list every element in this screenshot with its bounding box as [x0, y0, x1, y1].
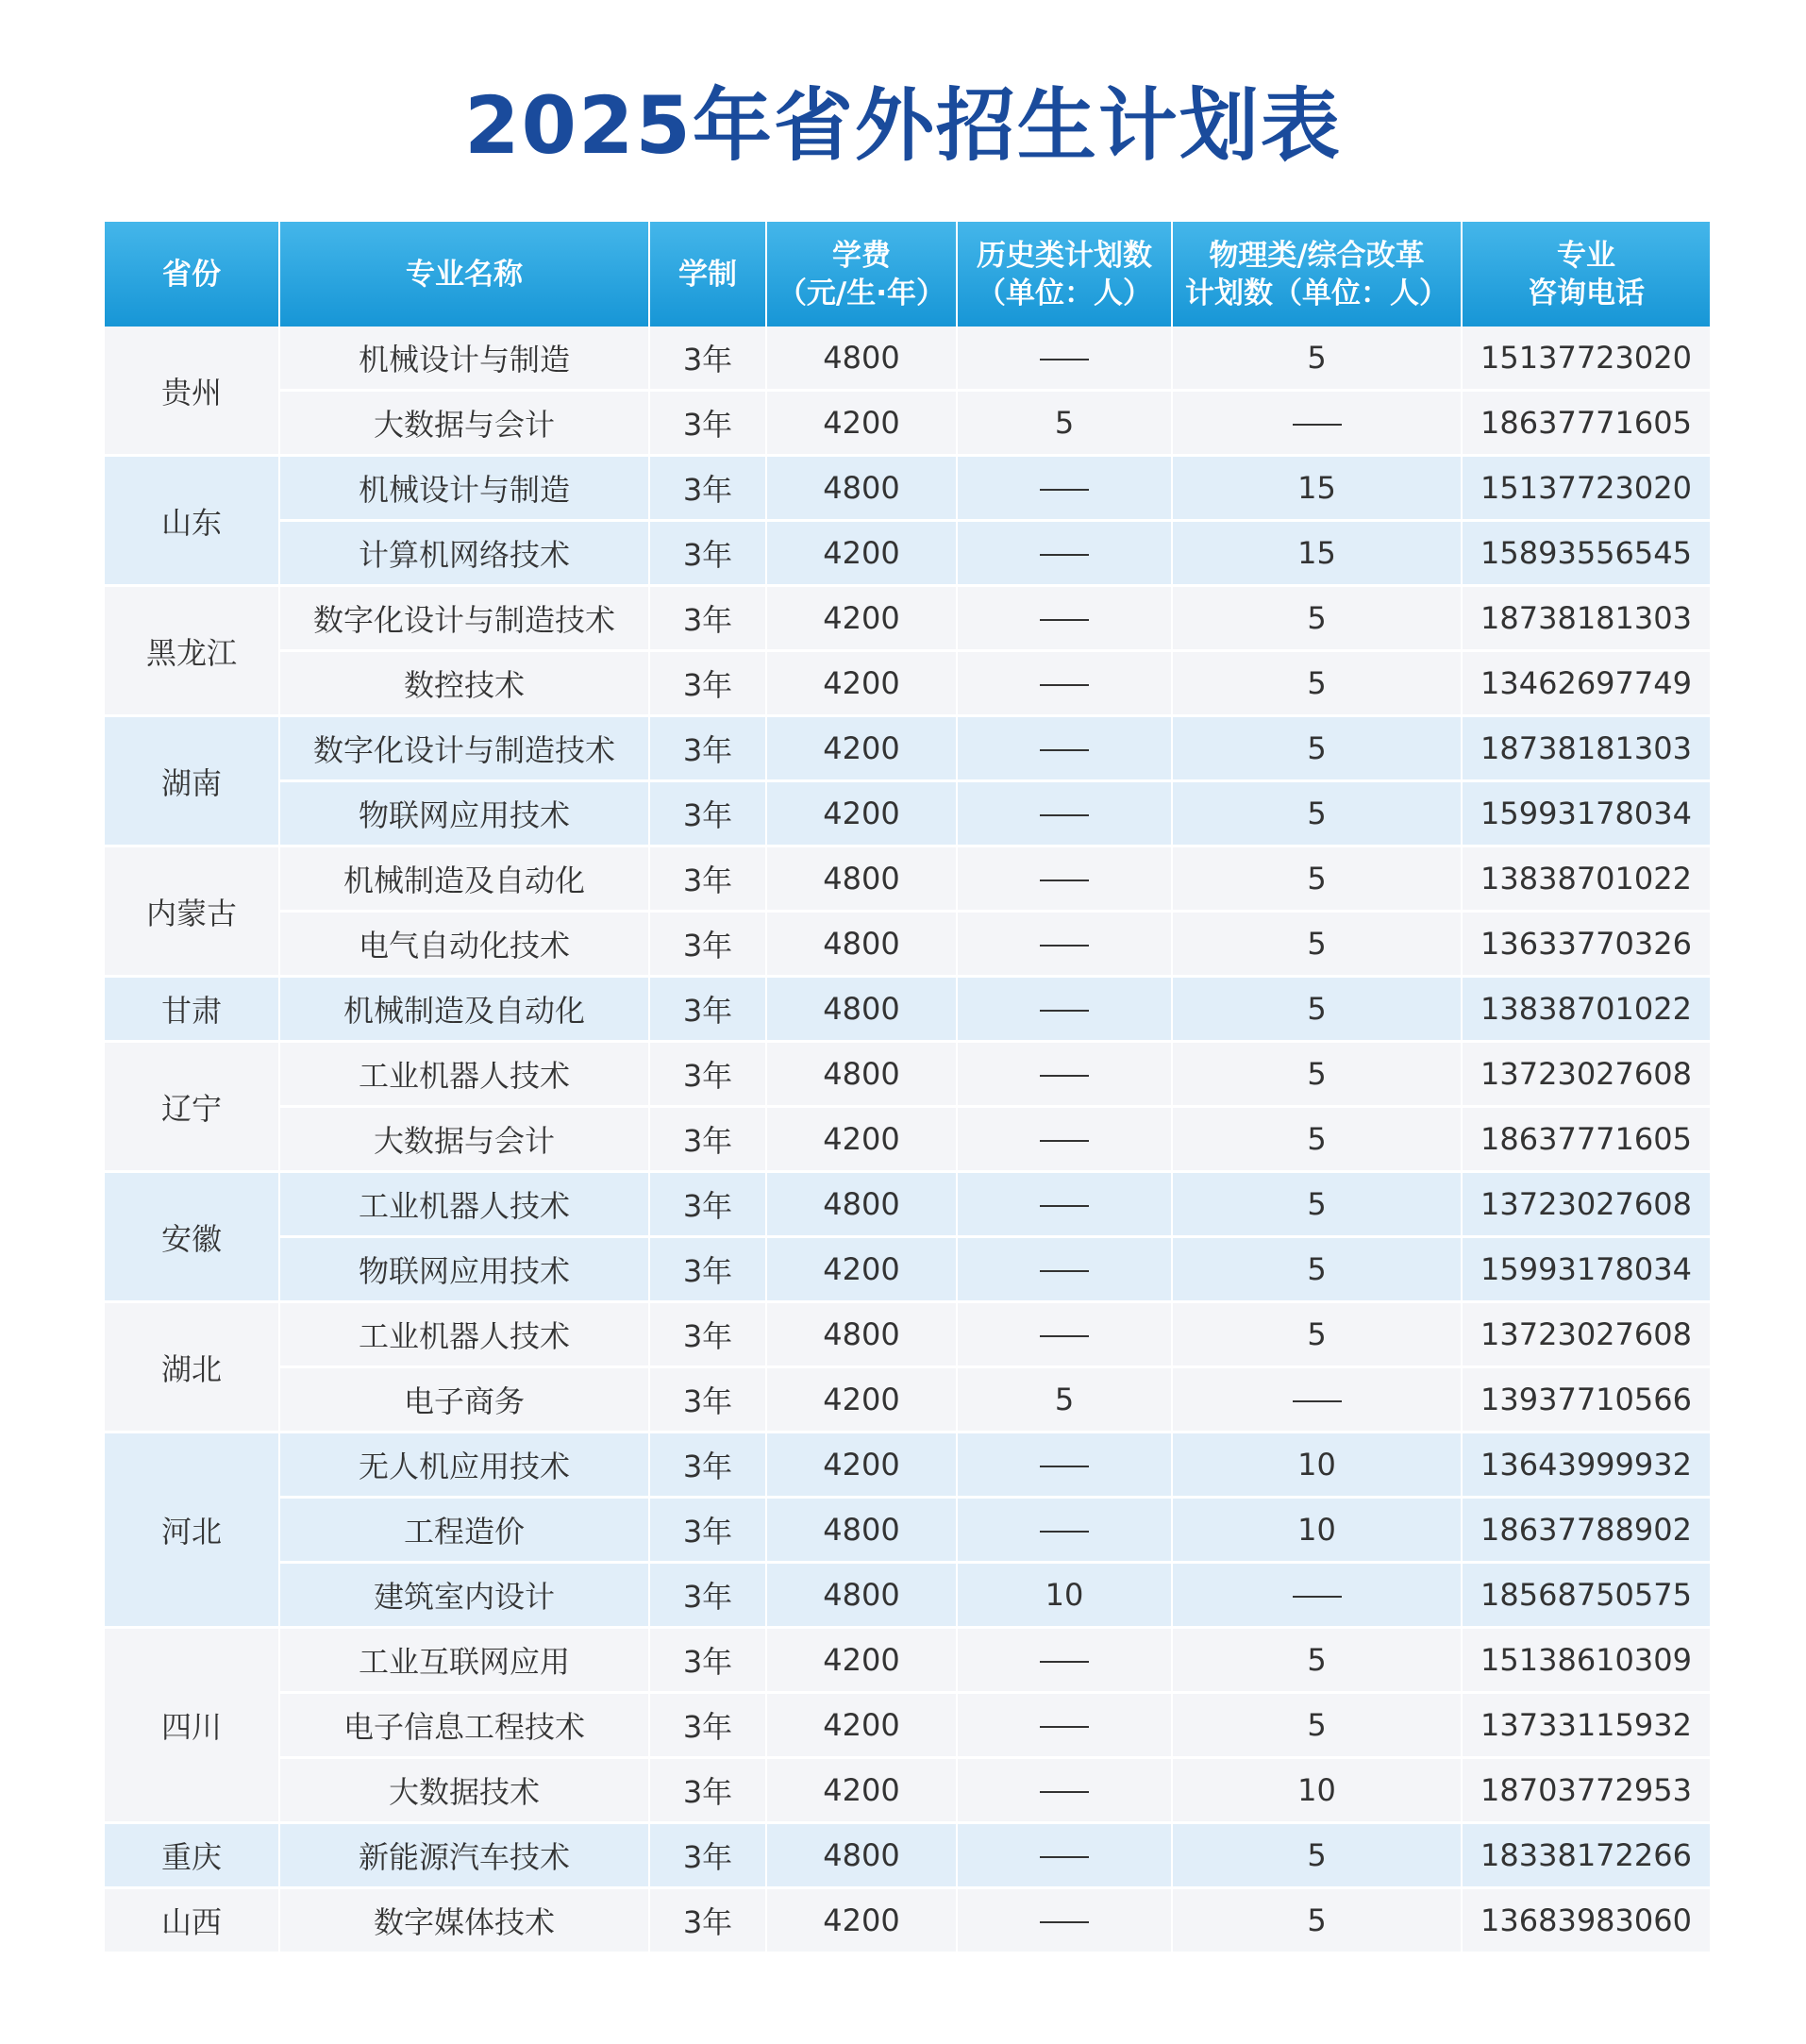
physics-plan-cell: 5 — [1172, 912, 1462, 977]
fee-cell: 4200 — [766, 1432, 957, 1498]
empty-dash — [1040, 359, 1089, 360]
physics-plan-cell: 5 — [1172, 716, 1462, 781]
empty-dash — [1040, 1531, 1089, 1533]
physics-plan-cell: 5 — [1172, 1693, 1462, 1758]
duration-cell: 3年 — [649, 1888, 766, 1953]
duration-cell: 3年 — [649, 1498, 766, 1563]
major-cell: 电子信息工程技术 — [279, 1693, 649, 1758]
fee-cell: 4200 — [766, 1628, 957, 1693]
fee-cell: 4800 — [766, 456, 957, 521]
major-cell: 建筑室内设计 — [279, 1563, 649, 1628]
duration-cell: 3年 — [649, 651, 766, 716]
phone-cell: 15993178034 — [1462, 1237, 1710, 1302]
major-cell: 工业机器人技术 — [279, 1302, 649, 1367]
table-row — [105, 1432, 1710, 1498]
major-cell: 大数据技术 — [279, 1758, 649, 1823]
enrollment-plan-table — [105, 222, 1710, 1954]
empty-dash — [1040, 1010, 1089, 1012]
empty-dash — [1293, 1400, 1342, 1402]
fee-cell: 4200 — [766, 1758, 957, 1823]
header-physics-line2: 计划数（单位：人） — [1185, 276, 1448, 310]
duration-cell: 3年 — [649, 327, 766, 391]
empty-dash — [1040, 1466, 1089, 1467]
header-physics-line1: 物理类/综合改革 — [1209, 238, 1425, 273]
empty-dash — [1293, 1596, 1342, 1598]
table-row — [105, 1823, 1710, 1888]
fee-cell: 4200 — [766, 716, 957, 781]
header-province: 省份 — [105, 222, 279, 327]
history-plan-cell — [957, 1172, 1172, 1237]
history-plan-cell — [957, 846, 1172, 912]
empty-dash — [1040, 1726, 1089, 1728]
history-plan-cell — [957, 1432, 1172, 1498]
empty-dash — [1040, 1075, 1089, 1077]
duration-cell: 3年 — [649, 846, 766, 912]
physics-plan-cell: 10 — [1172, 1758, 1462, 1823]
fee-cell: 4800 — [766, 846, 957, 912]
fee-cell: 4800 — [766, 1302, 957, 1367]
major-cell: 大数据与会计 — [279, 391, 649, 456]
duration-cell: 3年 — [649, 521, 766, 586]
province-cell: 山西 — [105, 1888, 279, 1953]
history-plan-cell — [957, 1693, 1172, 1758]
empty-dash — [1040, 814, 1089, 816]
table-row — [105, 586, 1710, 651]
fee-cell: 4800 — [766, 977, 957, 1042]
table-row — [105, 781, 1710, 846]
physics-plan-cell — [1172, 391, 1462, 456]
duration-cell: 3年 — [649, 1628, 766, 1693]
phone-cell: 13723027608 — [1462, 1302, 1710, 1367]
table-row — [105, 1302, 1710, 1367]
table-row — [105, 1107, 1710, 1172]
fee-cell: 4800 — [766, 1172, 957, 1237]
phone-cell: 15993178034 — [1462, 781, 1710, 846]
empty-dash — [1040, 1791, 1089, 1793]
table-row — [105, 1172, 1710, 1237]
empty-dash — [1040, 1856, 1089, 1858]
table-row — [105, 327, 1710, 391]
phone-cell: 13462697749 — [1462, 651, 1710, 716]
duration-cell: 3年 — [649, 716, 766, 781]
fee-cell: 4200 — [766, 1367, 957, 1432]
duration-cell: 3年 — [649, 586, 766, 651]
physics-plan-cell: 5 — [1172, 1628, 1462, 1693]
history-plan-cell — [957, 1888, 1172, 1953]
header-duration: 学制 — [649, 222, 766, 327]
phone-cell: 18703772953 — [1462, 1758, 1710, 1823]
phone-cell: 13723027608 — [1462, 1172, 1710, 1237]
physics-plan-cell: 5 — [1172, 781, 1462, 846]
empty-dash — [1040, 489, 1089, 491]
physics-plan-cell: 5 — [1172, 1823, 1462, 1888]
phone-cell: 18568750575 — [1462, 1563, 1710, 1628]
fee-cell: 4200 — [766, 586, 957, 651]
phone-cell: 13723027608 — [1462, 1042, 1710, 1107]
province-cell: 四川 — [105, 1628, 279, 1823]
table-row — [105, 716, 1710, 781]
duration-cell: 3年 — [649, 1823, 766, 1888]
physics-plan-cell: 10 — [1172, 1432, 1462, 1498]
fee-cell: 4200 — [766, 1237, 957, 1302]
empty-dash — [1040, 1140, 1089, 1142]
physics-plan-cell: 5 — [1172, 977, 1462, 1042]
province-cell: 重庆 — [105, 1823, 279, 1888]
phone-cell: 18738181303 — [1462, 716, 1710, 781]
header-major: 专业名称 — [279, 222, 649, 327]
history-plan-cell: 5 — [957, 391, 1172, 456]
duration-cell: 3年 — [649, 781, 766, 846]
physics-plan-cell: 10 — [1172, 1498, 1462, 1563]
major-cell: 机械设计与制造 — [279, 327, 649, 391]
table-row — [105, 1042, 1710, 1107]
header-history-plan — [957, 222, 1172, 327]
header-physics-plan — [1172, 222, 1462, 327]
history-plan-cell — [957, 586, 1172, 651]
major-cell: 电气自动化技术 — [279, 912, 649, 977]
history-plan-cell — [957, 977, 1172, 1042]
major-cell: 工程造价 — [279, 1498, 649, 1563]
duration-cell: 3年 — [649, 977, 766, 1042]
table-row — [105, 1758, 1710, 1823]
fee-cell: 4200 — [766, 1107, 957, 1172]
fee-cell: 4200 — [766, 521, 957, 586]
major-cell: 工业机器人技术 — [279, 1172, 649, 1237]
fee-cell: 4800 — [766, 327, 957, 391]
major-cell: 物联网应用技术 — [279, 781, 649, 846]
table-row — [105, 1563, 1710, 1628]
table-row — [105, 1367, 1710, 1432]
empty-dash — [1040, 554, 1089, 556]
province-cell: 内蒙古 — [105, 846, 279, 977]
fee-cell: 4800 — [766, 1042, 957, 1107]
history-plan-cell — [957, 912, 1172, 977]
fee-cell: 4200 — [766, 1888, 957, 1953]
major-cell: 机械设计与制造 — [279, 456, 649, 521]
duration-cell: 3年 — [649, 1367, 766, 1432]
phone-cell: 18338172266 — [1462, 1823, 1710, 1888]
table-row — [105, 912, 1710, 977]
duration-cell: 3年 — [649, 1563, 766, 1628]
fee-cell: 4200 — [766, 651, 957, 716]
phone-cell: 18637788902 — [1462, 1498, 1710, 1563]
physics-plan-cell: 5 — [1172, 1042, 1462, 1107]
major-cell: 物联网应用技术 — [279, 1237, 649, 1302]
fee-cell: 4800 — [766, 1823, 957, 1888]
province-cell: 甘肃 — [105, 977, 279, 1042]
physics-plan-cell: 5 — [1172, 1237, 1462, 1302]
duration-cell: 3年 — [649, 1107, 766, 1172]
physics-plan-cell: 15 — [1172, 521, 1462, 586]
province-cell: 辽宁 — [105, 1042, 279, 1172]
major-cell: 数字媒体技术 — [279, 1888, 649, 1953]
phone-cell: 15138610309 — [1462, 1628, 1710, 1693]
table-row — [105, 651, 1710, 716]
fee-cell: 4800 — [766, 912, 957, 977]
phone-cell: 15137723020 — [1462, 327, 1710, 391]
major-cell: 工业机器人技术 — [279, 1042, 649, 1107]
header-fee — [766, 222, 957, 327]
history-plan-cell — [957, 327, 1172, 391]
physics-plan-cell: 5 — [1172, 1888, 1462, 1953]
province-cell: 湖北 — [105, 1302, 279, 1432]
header-fee-line2: （元/生·年） — [777, 276, 946, 310]
duration-cell: 3年 — [649, 1237, 766, 1302]
phone-cell: 18637771605 — [1462, 1107, 1710, 1172]
major-cell: 电子商务 — [279, 1367, 649, 1432]
empty-dash — [1040, 1921, 1089, 1923]
history-plan-cell — [957, 1237, 1172, 1302]
physics-plan-cell: 5 — [1172, 327, 1462, 391]
duration-cell: 3年 — [649, 1758, 766, 1823]
history-plan-cell — [957, 716, 1172, 781]
duration-cell: 3年 — [649, 1302, 766, 1367]
empty-dash — [1040, 1661, 1089, 1663]
empty-dash — [1040, 1205, 1089, 1207]
duration-cell: 3年 — [649, 1693, 766, 1758]
header-row — [105, 222, 1710, 327]
table-row — [105, 977, 1710, 1042]
empty-dash — [1040, 945, 1089, 947]
empty-dash — [1293, 424, 1342, 426]
empty-dash — [1040, 1270, 1089, 1272]
table-row — [105, 521, 1710, 586]
physics-plan-cell: 5 — [1172, 1172, 1462, 1237]
physics-plan-cell — [1172, 1563, 1462, 1628]
major-cell: 机械制造及自动化 — [279, 846, 649, 912]
history-plan-cell — [957, 1498, 1172, 1563]
phone-cell: 15893556545 — [1462, 521, 1710, 586]
fee-cell: 4200 — [766, 391, 957, 456]
major-cell: 数字化设计与制造技术 — [279, 586, 649, 651]
duration-cell: 3年 — [649, 912, 766, 977]
history-plan-cell — [957, 651, 1172, 716]
table-row — [105, 846, 1710, 912]
empty-dash — [1040, 749, 1089, 751]
history-plan-cell — [957, 1107, 1172, 1172]
history-plan-cell — [957, 456, 1172, 521]
duration-cell: 3年 — [649, 391, 766, 456]
header-history-line1: 历史类计划数 — [977, 238, 1152, 273]
history-plan-cell — [957, 1302, 1172, 1367]
table-row — [105, 1237, 1710, 1302]
major-cell: 无人机应用技术 — [279, 1432, 649, 1498]
history-plan-cell — [957, 1628, 1172, 1693]
table-row — [105, 1498, 1710, 1563]
phone-cell: 13838701022 — [1462, 977, 1710, 1042]
empty-dash — [1040, 1335, 1089, 1337]
province-cell: 河北 — [105, 1432, 279, 1628]
table-row — [105, 456, 1710, 521]
physics-plan-cell: 5 — [1172, 1302, 1462, 1367]
physics-plan-cell: 5 — [1172, 846, 1462, 912]
major-cell: 新能源汽车技术 — [279, 1823, 649, 1888]
province-cell: 贵州 — [105, 327, 279, 456]
fee-cell: 4800 — [766, 1563, 957, 1628]
empty-dash — [1040, 619, 1089, 621]
history-plan-cell: 10 — [957, 1563, 1172, 1628]
physics-plan-cell: 15 — [1172, 456, 1462, 521]
header-history-line2: （单位：人） — [977, 276, 1152, 310]
empty-dash — [1040, 880, 1089, 881]
header-phone-line2: 咨询电话 — [1528, 276, 1645, 310]
province-cell: 安徽 — [105, 1172, 279, 1302]
header-fee-line1: 学费 — [832, 238, 891, 273]
province-cell: 山东 — [105, 456, 279, 586]
major-cell: 数控技术 — [279, 651, 649, 716]
major-cell: 大数据与会计 — [279, 1107, 649, 1172]
table-row — [105, 1693, 1710, 1758]
duration-cell: 3年 — [649, 1172, 766, 1237]
header-phone — [1462, 222, 1710, 327]
phone-cell: 13633770326 — [1462, 912, 1710, 977]
history-plan-cell — [957, 1823, 1172, 1888]
history-plan-cell — [957, 521, 1172, 586]
enrollment-plan-table-wrapper — [105, 222, 1710, 1954]
major-cell: 计算机网络技术 — [279, 521, 649, 586]
phone-cell: 15137723020 — [1462, 456, 1710, 521]
history-plan-cell — [957, 1758, 1172, 1823]
phone-cell: 13838701022 — [1462, 846, 1710, 912]
province-cell: 湖南 — [105, 716, 279, 846]
fee-cell: 4200 — [766, 781, 957, 846]
major-cell: 机械制造及自动化 — [279, 977, 649, 1042]
phone-cell: 18738181303 — [1462, 586, 1710, 651]
phone-cell: 18637771605 — [1462, 391, 1710, 456]
table-body — [105, 327, 1710, 1953]
phone-cell: 13733115932 — [1462, 1693, 1710, 1758]
fee-cell: 4800 — [766, 1498, 957, 1563]
table-row — [105, 391, 1710, 456]
duration-cell: 3年 — [649, 1432, 766, 1498]
duration-cell: 3年 — [649, 1042, 766, 1107]
physics-plan-cell: 5 — [1172, 586, 1462, 651]
fee-cell: 4200 — [766, 1693, 957, 1758]
history-plan-cell — [957, 1042, 1172, 1107]
empty-dash — [1040, 684, 1089, 686]
physics-plan-cell — [1172, 1367, 1462, 1432]
physics-plan-cell: 5 — [1172, 651, 1462, 716]
phone-cell: 13643999932 — [1462, 1432, 1710, 1498]
physics-plan-cell: 5 — [1172, 1107, 1462, 1172]
major-cell: 数字化设计与制造技术 — [279, 716, 649, 781]
table-row — [105, 1628, 1710, 1693]
table-header — [105, 222, 1710, 327]
table-row — [105, 1888, 1710, 1953]
history-plan-cell: 5 — [957, 1367, 1172, 1432]
province-cell: 黑龙江 — [105, 586, 279, 716]
page-title: 2025年省外招生计划表 — [464, 79, 1342, 172]
phone-cell: 13937710566 — [1462, 1367, 1710, 1432]
duration-cell: 3年 — [649, 456, 766, 521]
history-plan-cell — [957, 781, 1172, 846]
phone-cell: 13683983060 — [1462, 1888, 1710, 1953]
major-cell: 工业互联网应用 — [279, 1628, 649, 1693]
header-phone-line1: 专业 — [1557, 238, 1615, 273]
